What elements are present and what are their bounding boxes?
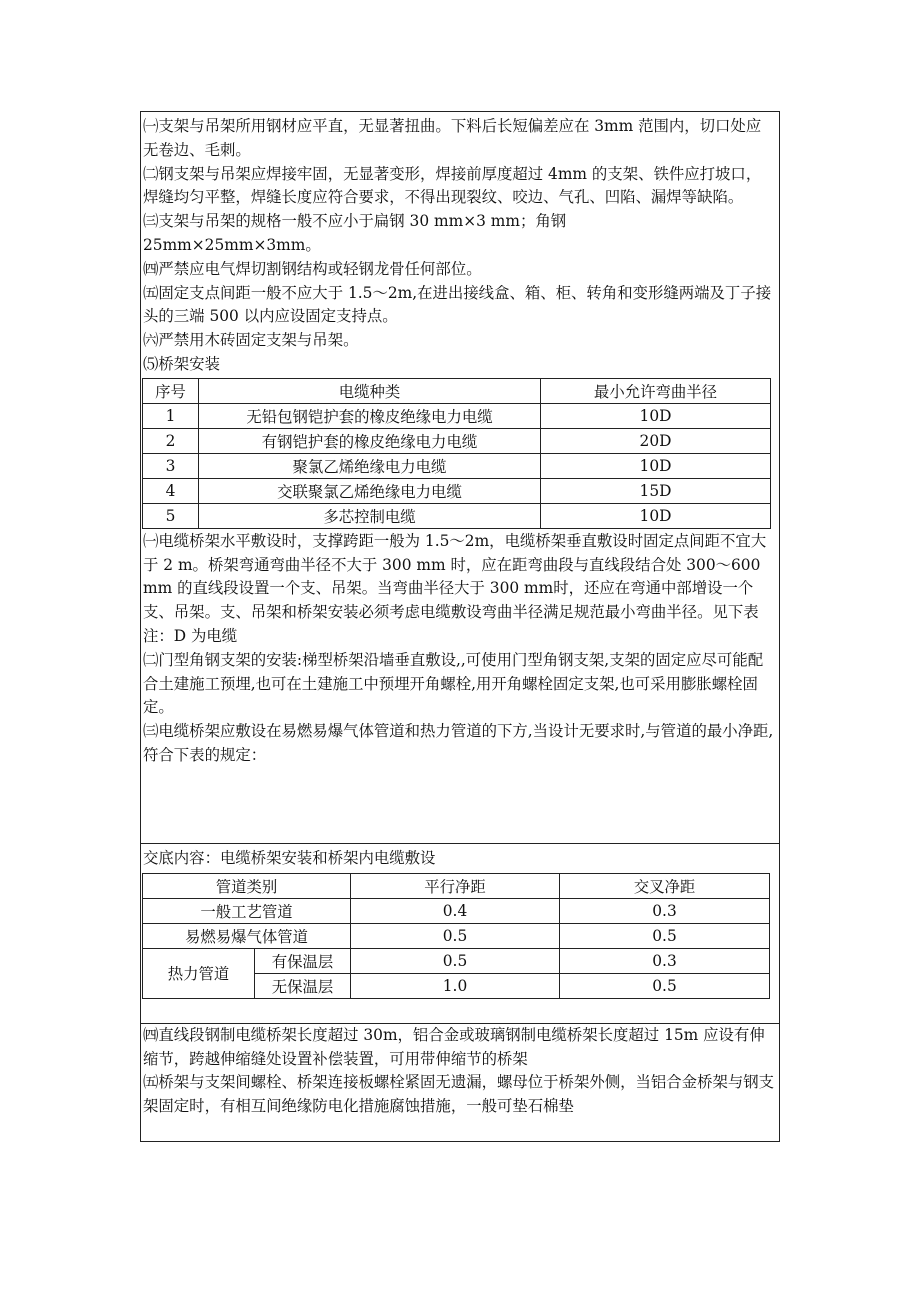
bracket-requirements: [141, 112, 779, 377]
note: 注：D 为电缆: [143, 626, 238, 645]
table-cell: 0.4: [351, 898, 560, 923]
header-cell: 交叉净距: [560, 873, 770, 898]
header-cell: 序号: [143, 378, 199, 403]
paragraph: ㈢支架与吊架的规格一般不应小于扁钢 30 mm×3 mm；角钢: [143, 212, 567, 231]
table-cell: 2: [143, 428, 199, 453]
clearance-distance-table: [142, 873, 770, 999]
table-cell: 0.3: [560, 898, 770, 923]
paragraph: ㈠支架与吊架所用钢材应平直，无显著扭曲。下料后长短偏差应在 3mm 范围内，切口处应无卷边、毛刺。: [143, 117, 762, 159]
paragraph: ㈡门型角钢支架的安装:梯型桥架沿墙垂直敷设,,可使用门型角钢支架,支架的固定应尽可能配合土建施工预埋,也可在土建施工中预埋开角螺栓,用开角螺栓固定支架,也可采用膨胀螺栓固定。: [143, 650, 764, 717]
table-cell: 10D: [541, 503, 771, 528]
paragraph: ㈣严禁应电气焊切割钢结构或轻钢龙骨任何部位。: [143, 259, 482, 278]
header-cell: 最小允许弯曲半径: [541, 378, 771, 403]
table-cell: 一般工艺管道: [143, 898, 351, 923]
expansion-joint-notes: [141, 1024, 779, 1119]
paragraph: ㈤桥架与支架间螺栓、桥架连接板螺栓紧固无遗漏，螺母位于桥架外侧，当铝合金桥架与钢支架固定时，有相互间绝缘防电化措施腐蚀措施，一般可垫石棉垫: [143, 1073, 775, 1116]
table-cell: 10D: [541, 453, 771, 478]
paragraph: ㈠电缆桥架水平敷设时，支撑跨距一般为 1.5～2m，电缆桥架垂直敷设时固定点间距不宜大于 2 m。桥架弯通弯曲半径不大于 300 mm 时，应在距弯曲段与直线段结合处 300～600 mm 的直线段设置一个支、吊架。当弯曲半径大于 300 mm时，还应在弯通中部增设一个支、吊架。支、吊架和桥架安装必须考虑电缆敷设弯曲半径满足规范最小弯曲半径。见下表: [143, 531, 767, 622]
table-row: [143, 923, 770, 948]
table-cell: 0.3: [560, 948, 770, 973]
table-header-row: [143, 873, 770, 898]
table-cell: 4: [143, 478, 199, 503]
header-cell: 平行净距: [351, 873, 560, 898]
subsection-heading: ⑸桥架安装: [143, 354, 220, 373]
briefing-section: [140, 843, 780, 1142]
table-cell: 无铅包钢铠护套的橡皮绝缘电力电缆: [199, 403, 541, 428]
table-row: [143, 898, 770, 923]
paragraph: ㈣直线段钢制电缆桥架长度超过 30m，铝合金或玻璃钢制电缆桥架长度超过 15m 应设有伸缩节，跨越伸缩缝处设置补偿装置，可用带伸缩节的桥架: [143, 1025, 765, 1068]
table-cell: 0.5: [560, 973, 770, 998]
table-cell: 1.0: [351, 973, 560, 998]
table-cell: 15D: [541, 478, 771, 503]
header-cell: 管道类别: [143, 873, 351, 898]
paragraph: ㈢电缆桥架应敷设在易燃易爆气体管道和热力管道的下方,当设计无要求时,与管道的最小净距,符合下表的规定：: [143, 722, 774, 764]
table-row: [143, 453, 771, 478]
paragraph: ㈤固定支点间距一般不应大于 1.5～2m,在进出接线盒、箱、柜、转角和变形缝两端及丁子接头的三端 500 以内应设固定支持点。: [143, 283, 772, 326]
paragraph: ㈥严禁用木砖固定支架与吊架。: [143, 331, 359, 350]
table-cell: 多芯控制电缆: [199, 503, 541, 528]
table-cell: 0.5: [351, 948, 560, 973]
table-cell: 易燃易爆气体管道: [143, 923, 351, 948]
table-cell: 有钢铠护套的橡皮绝缘电力电缆: [199, 428, 541, 453]
header-cell: 电缆种类: [199, 378, 541, 403]
divider: [141, 999, 779, 1024]
table-header-row: [143, 378, 771, 403]
table-cell: 10D: [541, 403, 771, 428]
table-cell: 20D: [541, 428, 771, 453]
table-row: [143, 478, 771, 503]
construction-notes-section: [140, 111, 780, 844]
table-cell: 有保温层: [255, 948, 351, 973]
paragraph: ㈡钢支架与吊架应焊接牢固，无显著变形，焊接前厚度超过 4mm 的支架、铁件应打坡口，焊缝均匀平整，焊缝长度应符合要求，不得出现裂纹、咬边、气孔、凹陷、漏焊等缺陷。: [143, 164, 762, 207]
table-cell: 交联聚氯乙烯绝缘电力电缆: [199, 478, 541, 503]
bend-radius-table: [142, 378, 771, 529]
table-cell: 无保温层: [255, 973, 351, 998]
paragraph: 25mm×25mm×3mm。: [143, 235, 321, 254]
table-cell: 0.5: [351, 923, 560, 948]
table-group-cell: 热力管道: [143, 948, 255, 998]
table-cell: 聚氯乙烯绝缘电力电缆: [199, 453, 541, 478]
table-cell: 0.5: [560, 923, 770, 948]
tray-installation-notes: [141, 530, 779, 768]
briefing-title: 交底内容：电缆桥架安装和桥架内电缆敷设: [143, 849, 436, 867]
table-row: [143, 428, 771, 453]
table-row: [143, 503, 771, 528]
table-row: [143, 403, 771, 428]
table-row: [143, 948, 770, 973]
table-cell: 3: [143, 453, 199, 478]
table-cell: 5: [143, 503, 199, 528]
table-cell: 1: [143, 403, 199, 428]
